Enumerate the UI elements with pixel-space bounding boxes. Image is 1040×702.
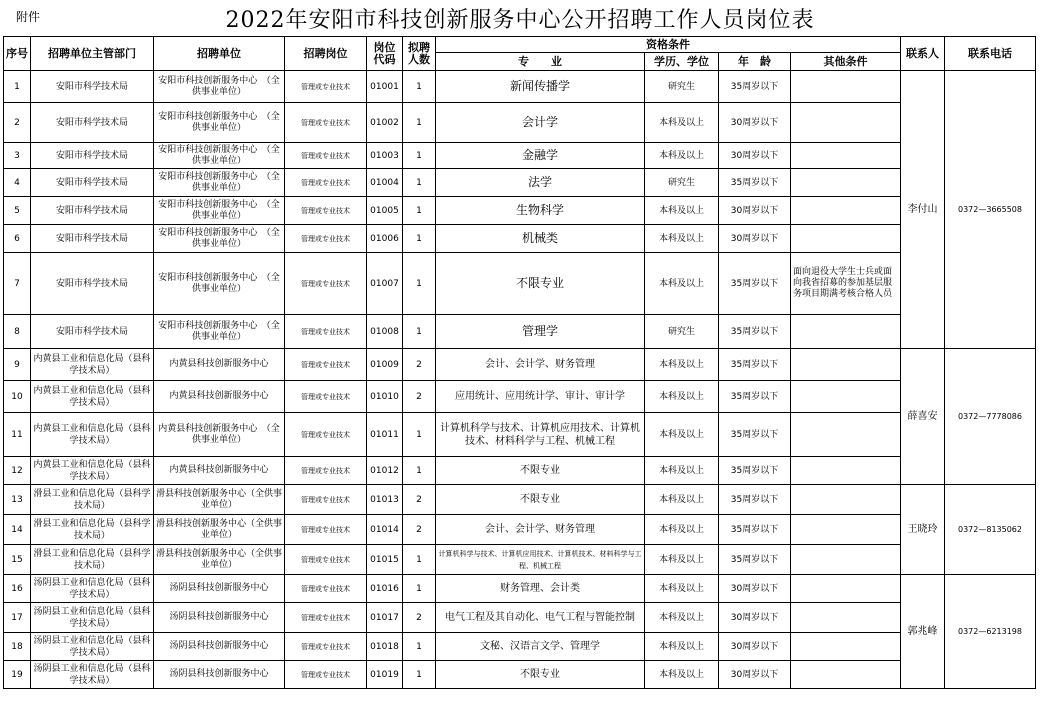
cell-education: 本科及以上: [645, 413, 719, 457]
cell-dept: 内黄县工业和信息化局（县科学技术局）: [31, 457, 154, 485]
cell-other: [791, 71, 901, 103]
header-unit: 招聘单位: [154, 37, 285, 71]
cell-age: 30周岁以下: [719, 661, 791, 689]
cell-major: 不限专业: [436, 253, 645, 315]
cell-seq: 9: [4, 349, 31, 381]
cell-other: [791, 315, 901, 349]
cell-seq: 16: [4, 575, 31, 603]
cell-dept: 内黄县工业和信息化局（县科学技术局）: [31, 381, 154, 413]
cell-code: 01002: [367, 103, 403, 143]
table-row: [4, 349, 1036, 381]
cell-other: [791, 485, 901, 515]
table-row: [4, 225, 1036, 253]
cell-post: 管理或专业技术: [285, 381, 367, 413]
table-row: [4, 169, 1036, 197]
cell-major: 不限专业: [436, 661, 645, 689]
cell-post: 管理或专业技术: [285, 225, 367, 253]
cell-dept: 汤阴县工业和信息化局（县科学技术局）: [31, 603, 154, 633]
contact-phone: 0372—3665508: [945, 71, 1036, 349]
header-dept: 招聘单位主管部门: [31, 37, 154, 71]
cell-count: 1: [403, 457, 436, 485]
cell-dept: 滑县工业和信息化局（县科学技术局）: [31, 515, 154, 545]
cell-age: 35周岁以下: [719, 515, 791, 545]
cell-post: 管理或专业技术: [285, 253, 367, 315]
cell-count: 2: [403, 515, 436, 545]
table-row: [4, 575, 1036, 603]
cell-major: 财务管理、会计类: [436, 575, 645, 603]
cell-other: [791, 575, 901, 603]
cell-count: 1: [403, 545, 436, 575]
cell-dept: 安阳市科学技术局: [31, 103, 154, 143]
cell-age: 30周岁以下: [719, 603, 791, 633]
contact-phone: 0372—6213198: [945, 575, 1036, 689]
cell-major: 金融学: [436, 143, 645, 169]
contact-name: 薛喜安: [901, 349, 945, 485]
cell-code: 01005: [367, 197, 403, 225]
cell-post: 管理或专业技术: [285, 603, 367, 633]
cell-post: 管理或专业技术: [285, 413, 367, 457]
header-qualifications: 资格条件: [436, 37, 901, 53]
cell-dept: 安阳市科学技术局: [31, 169, 154, 197]
cell-count: 2: [403, 603, 436, 633]
cell-unit: 安阳市科技创新服务中心 （全供事业单位）: [154, 225, 285, 253]
header-phone: 联系电话: [945, 37, 1036, 71]
cell-major: 法学: [436, 169, 645, 197]
cell-code: 01018: [367, 633, 403, 661]
cell-major: 计算机科学与技术、计算机应用技术、计算机技术、材料科学与工程、机械工程: [436, 413, 645, 457]
header-age: 年 龄: [719, 53, 791, 71]
cell-age: 30周岁以下: [719, 197, 791, 225]
contact-name: 郭兆峰: [901, 575, 945, 689]
cell-post: 管理或专业技术: [285, 575, 367, 603]
table-row: [4, 457, 1036, 485]
cell-unit: 安阳市科技创新服务中心 （全供事业单位）: [154, 315, 285, 349]
cell-dept: 汤阴县工业和信息化局（县科学技术局）: [31, 661, 154, 689]
cell-education: 本科及以上: [645, 225, 719, 253]
cell-dept: 安阳市科学技术局: [31, 315, 154, 349]
cell-seq: 8: [4, 315, 31, 349]
cell-major: 不限专业: [436, 485, 645, 515]
page-title: 2022年安阳市科技创新服务中心公开招聘工作人员岗位表: [225, 8, 815, 33]
cell-dept: 滑县工业和信息化局（县科学技术局）: [31, 545, 154, 575]
cell-education: 研究生: [645, 169, 719, 197]
cell-code: 01019: [367, 661, 403, 689]
cell-education: 研究生: [645, 71, 719, 103]
cell-code: 01011: [367, 413, 403, 457]
cell-education: 本科及以上: [645, 545, 719, 575]
cell-major: 不限专业: [436, 457, 645, 485]
table-row: [4, 71, 1036, 103]
cell-seq: 14: [4, 515, 31, 545]
cell-post: 管理或专业技术: [285, 197, 367, 225]
cell-age: 35周岁以下: [719, 349, 791, 381]
cell-unit: 滑县科技创新服务中心（全供事业单位）: [154, 515, 285, 545]
header-post: 招聘岗位: [285, 37, 367, 71]
cell-age: 35周岁以下: [719, 253, 791, 315]
cell-age: 35周岁以下: [719, 381, 791, 413]
cell-seq: 18: [4, 633, 31, 661]
cell-age: 30周岁以下: [719, 633, 791, 661]
cell-post: 管理或专业技术: [285, 103, 367, 143]
cell-post: 管理或专业技术: [285, 71, 367, 103]
cell-seq: 13: [4, 485, 31, 515]
cell-count: 1: [403, 225, 436, 253]
cell-education: 本科及以上: [645, 143, 719, 169]
header-seq: 序号: [4, 37, 31, 71]
cell-dept: 汤阴县工业和信息化局（县科学技术局）: [31, 633, 154, 661]
cell-code: 01014: [367, 515, 403, 545]
cell-unit: 安阳市科技创新服务中心 （全供事业单位）: [154, 103, 285, 143]
cell-other: [791, 603, 901, 633]
cell-other: [791, 197, 901, 225]
cell-dept: 安阳市科学技术局: [31, 143, 154, 169]
cell-other: [791, 545, 901, 575]
cell-unit: 滑县科技创新服务中心（全供事业单位）: [154, 485, 285, 515]
cell-count: 1: [403, 143, 436, 169]
cell-code: 01007: [367, 253, 403, 315]
header-education: 学历、学位: [645, 53, 719, 71]
cell-major: 机械类: [436, 225, 645, 253]
cell-other: [791, 225, 901, 253]
cell-unit: 内黄县科技创新服务中心: [154, 457, 285, 485]
table-row: [4, 381, 1036, 413]
cell-unit: 汤阴县科技创新服务中心: [154, 633, 285, 661]
cell-code: 01008: [367, 315, 403, 349]
cell-age: 35周岁以下: [719, 413, 791, 457]
cell-other: [791, 349, 901, 381]
cell-unit: 安阳市科技创新服务中心 （全供事业单位）: [154, 253, 285, 315]
cell-unit: 安阳市科技创新服务中心 （全供事业单位）: [154, 71, 285, 103]
cell-code: 01012: [367, 457, 403, 485]
cell-seq: 12: [4, 457, 31, 485]
cell-code: 01015: [367, 545, 403, 575]
header-other: 其他条件: [791, 53, 901, 71]
cell-dept: 安阳市科学技术局: [31, 71, 154, 103]
table-row: [4, 143, 1036, 169]
cell-count: 1: [403, 661, 436, 689]
cell-unit: 内黄县科技创新服务中心: [154, 349, 285, 381]
cell-dept: 安阳市科学技术局: [31, 197, 154, 225]
cell-post: 管理或专业技术: [285, 633, 367, 661]
cell-other: [791, 633, 901, 661]
cell-education: 本科及以上: [645, 575, 719, 603]
positions-table: [3, 36, 1036, 689]
cell-major: 会计、会计学、财务管理: [436, 349, 645, 381]
cell-seq: 5: [4, 197, 31, 225]
cell-age: 30周岁以下: [719, 575, 791, 603]
cell-education: 本科及以上: [645, 457, 719, 485]
cell-dept: 内黄县工业和信息化局（县科学技术局）: [31, 413, 154, 457]
cell-count: 1: [403, 315, 436, 349]
cell-age: 30周岁以下: [719, 225, 791, 253]
contact-name: 李付山: [901, 71, 945, 349]
cell-post: 管理或专业技术: [285, 169, 367, 197]
cell-age: 35周岁以下: [719, 485, 791, 515]
contact-phone: 0372—8135062: [945, 485, 1036, 575]
cell-code: 01004: [367, 169, 403, 197]
cell-education: 研究生: [645, 315, 719, 349]
table-row: [4, 413, 1036, 457]
cell-unit: 安阳市科技创新服务中心 （全供事业单位）: [154, 169, 285, 197]
attachment-label: 附件: [16, 10, 41, 24]
cell-code: 01017: [367, 603, 403, 633]
cell-age: 35周岁以下: [719, 71, 791, 103]
cell-count: 1: [403, 413, 436, 457]
cell-post: 管理或专业技术: [285, 457, 367, 485]
table-row: [4, 197, 1036, 225]
cell-other: 面向退役大学生士兵或面向我省招募的参加基层服务项目期满考核合格人员: [791, 253, 901, 315]
cell-major: 生物科学: [436, 197, 645, 225]
cell-unit: 滑县科技创新服务中心（全供事业单位）: [154, 545, 285, 575]
cell-other: [791, 169, 901, 197]
cell-education: 本科及以上: [645, 515, 719, 545]
cell-count: 1: [403, 575, 436, 603]
cell-age: 35周岁以下: [719, 169, 791, 197]
cell-age: 35周岁以下: [719, 545, 791, 575]
cell-age: 30周岁以下: [719, 143, 791, 169]
cell-post: 管理或专业技术: [285, 661, 367, 689]
table-row: [4, 485, 1036, 515]
cell-education: 本科及以上: [645, 349, 719, 381]
cell-count: 1: [403, 103, 436, 143]
cell-code: 01001: [367, 71, 403, 103]
cell-seq: 2: [4, 103, 31, 143]
contact-name: 王晓玲: [901, 485, 945, 575]
cell-post: 管理或专业技术: [285, 485, 367, 515]
cell-seq: 4: [4, 169, 31, 197]
cell-count: 1: [403, 253, 436, 315]
table-row: [4, 515, 1036, 545]
cell-dept: 安阳市科学技术局: [31, 225, 154, 253]
cell-education: 本科及以上: [645, 485, 719, 515]
table-row: [4, 603, 1036, 633]
cell-dept: 汤阴县工业和信息化局（县科学技术局）: [31, 575, 154, 603]
cell-other: [791, 515, 901, 545]
cell-code: 01009: [367, 349, 403, 381]
cell-other: [791, 381, 901, 413]
cell-post: 管理或专业技术: [285, 143, 367, 169]
table-row: [4, 315, 1036, 349]
cell-major: 文秘、汉语言文学、管理学: [436, 633, 645, 661]
cell-unit: 安阳市科技创新服务中心 （全供事业单位）: [154, 197, 285, 225]
cell-count: 1: [403, 71, 436, 103]
cell-code: 01010: [367, 381, 403, 413]
cell-major: 应用统计、应用统计学、审计、审计学: [436, 381, 645, 413]
cell-post: 管理或专业技术: [285, 315, 367, 349]
cell-seq: 1: [4, 71, 31, 103]
cell-education: 本科及以上: [645, 381, 719, 413]
cell-education: 本科及以上: [645, 661, 719, 689]
cell-other: [791, 661, 901, 689]
contact-phone: 0372—7778086: [945, 349, 1036, 485]
cell-major: 会计、会计学、财务管理: [436, 515, 645, 545]
cell-count: 2: [403, 381, 436, 413]
cell-seq: 15: [4, 545, 31, 575]
cell-post: 管理或专业技术: [285, 545, 367, 575]
cell-other: [791, 457, 901, 485]
cell-unit: 内黄县科技创新服务中心 （全供事业单位）: [154, 413, 285, 457]
cell-seq: 6: [4, 225, 31, 253]
table-row: [4, 633, 1036, 661]
cell-major: 管理学: [436, 315, 645, 349]
cell-unit: 内黄县科技创新服务中心: [154, 381, 285, 413]
cell-seq: 10: [4, 381, 31, 413]
cell-age: 35周岁以下: [719, 457, 791, 485]
header-count: 拟聘人数: [403, 37, 436, 71]
table-row: [4, 545, 1036, 575]
header-major: 专 业: [436, 53, 645, 71]
cell-age: 30周岁以下: [719, 103, 791, 143]
cell-seq: 11: [4, 413, 31, 457]
table-row: [4, 253, 1036, 315]
cell-unit: 汤阴县科技创新服务中心: [154, 575, 285, 603]
cell-other: [791, 413, 901, 457]
cell-code: 01006: [367, 225, 403, 253]
cell-major: 新闻传播学: [436, 71, 645, 103]
cell-dept: 安阳市科学技术局: [31, 253, 154, 315]
cell-count: 2: [403, 349, 436, 381]
cell-seq: 3: [4, 143, 31, 169]
cell-dept: 内黄县工业和信息化局（县科学技术局）: [31, 349, 154, 381]
cell-education: 本科及以上: [645, 197, 719, 225]
cell-education: 本科及以上: [645, 603, 719, 633]
header-contact: 联系人: [901, 37, 945, 71]
cell-code: 01003: [367, 143, 403, 169]
cell-age: 35周岁以下: [719, 315, 791, 349]
cell-seq: 7: [4, 253, 31, 315]
cell-post: 管理或专业技术: [285, 349, 367, 381]
cell-unit: 汤阴县科技创新服务中心: [154, 661, 285, 689]
cell-seq: 17: [4, 603, 31, 633]
cell-education: 本科及以上: [645, 633, 719, 661]
cell-code: 01016: [367, 575, 403, 603]
cell-count: 1: [403, 169, 436, 197]
cell-count: 1: [403, 197, 436, 225]
cell-dept: 滑县工业和信息化局（县科学技术局）: [31, 485, 154, 515]
table-row: [4, 661, 1036, 689]
cell-seq: 19: [4, 661, 31, 689]
cell-other: [791, 103, 901, 143]
cell-major: 计算机科学与技术、计算机应用技术、计算机技术、材料科学与工程、机械工程: [436, 545, 645, 575]
cell-unit: 汤阴县科技创新服务中心: [154, 603, 285, 633]
table-row: [4, 103, 1036, 143]
header-code: 岗位代码: [367, 37, 403, 71]
cell-count: 2: [403, 485, 436, 515]
cell-code: 01013: [367, 485, 403, 515]
cell-major: 会计学: [436, 103, 645, 143]
cell-unit: 安阳市科技创新服务中心 （全供事业单位）: [154, 143, 285, 169]
cell-major: 电气工程及其自动化、电气工程与智能控制: [436, 603, 645, 633]
cell-count: 1: [403, 633, 436, 661]
cell-other: [791, 143, 901, 169]
cell-education: 本科及以上: [645, 253, 719, 315]
cell-education: 本科及以上: [645, 103, 719, 143]
cell-post: 管理或专业技术: [285, 515, 367, 545]
